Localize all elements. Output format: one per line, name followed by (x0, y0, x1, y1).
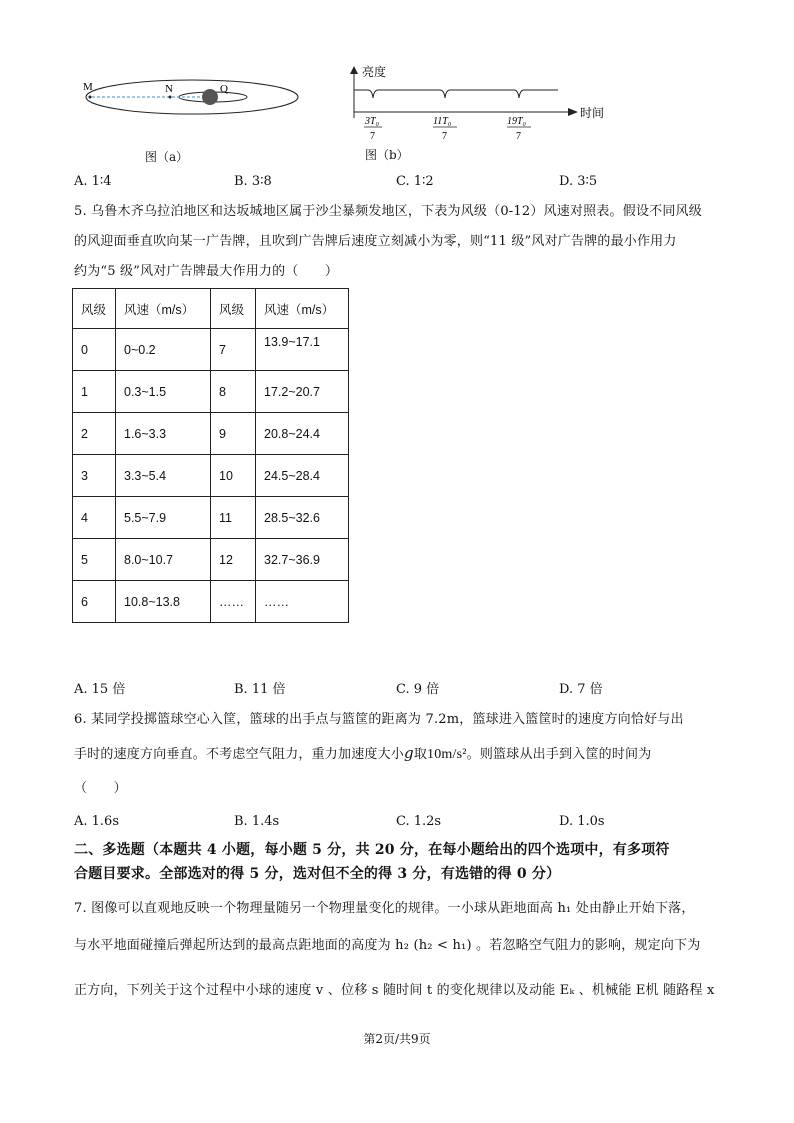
cell: 5.5~7.9 (116, 497, 211, 539)
wind-scale-table (72, 288, 349, 623)
section-2-heading-line-1: 二、多选题（本题共 4 小题，每小题 5 分，共 20 分，在每小题给出的四个选项中，有多项符 (74, 842, 670, 858)
cell: …… (256, 581, 349, 623)
header-speed-2: 风速（m/s） (256, 289, 349, 329)
table-row (73, 539, 349, 581)
label-n: N (165, 83, 173, 95)
tick-1 (364, 116, 382, 142)
q6-option-d[interactable]: D. 1.0s (559, 814, 605, 829)
cell: 10 (211, 455, 256, 497)
table-row (73, 413, 349, 455)
table-row (73, 371, 349, 413)
x-axis-label: 时间 (580, 106, 605, 120)
q6-text-a: 手时的速度方向垂直。不考虑空气阻力，重力加速度大小 (74, 747, 405, 762)
q6-text-b: 取 (413, 747, 428, 762)
planet (202, 89, 218, 105)
table-row (73, 329, 349, 371)
cell: 7 (211, 329, 256, 371)
cell: 8 (211, 371, 256, 413)
tick-3 (507, 116, 531, 142)
y-axis-label: 亮度 (362, 65, 387, 79)
cell: 1 (73, 371, 116, 413)
table-row (73, 455, 349, 497)
q6-option-a[interactable]: A. 1.6s (74, 814, 119, 829)
cell: 10.8~13.8 (116, 581, 211, 623)
tick-1-den: 7 (370, 131, 375, 142)
tick-1-num: 3T₀ (365, 116, 380, 127)
header-level-2: 风级 (211, 289, 256, 329)
cell: 32.7~36.9 (256, 539, 349, 581)
figure-a (80, 70, 305, 130)
brightness-curve (354, 90, 558, 98)
q6-option-b[interactable]: B. 1.4s (234, 814, 280, 829)
cell: 0 (73, 329, 116, 371)
cell: 6 (73, 581, 116, 623)
symbol-g: g (404, 744, 414, 762)
q6-gravity-value: 10m/s² (427, 747, 467, 762)
q5-stem-line-1: 5. 乌鲁木齐乌拉泊地区和达坂城地区属于沙尘暴频发地区，下表为风级（0-12）风速对照表。假设不同风级 (74, 204, 702, 219)
q4-option-c[interactable]: C. 1∶2 (396, 174, 434, 189)
point-n-dot (169, 96, 172, 99)
cell: 24.5~28.4 (256, 455, 349, 497)
q6-option-c[interactable]: C. 1.2s (396, 814, 442, 829)
q6-stem-line-2 (74, 743, 722, 765)
figure-a-caption: 图（a） (145, 150, 189, 164)
q5-option-b[interactable]: B. 11 倍 (234, 682, 286, 697)
q6-stem-line-1: 6. 某同学投掷篮球空心入筐，篮球的出手点与篮筐的距离为 7.2m，篮球进入篮筐时的速度方向恰好与出 (74, 712, 684, 727)
cell: 2 (73, 413, 116, 455)
tick-2-den: 7 (442, 131, 447, 142)
q6-stem-line-3: （ ） (74, 781, 127, 796)
q5-stem-line-3: 约为“5 级”风对广告牌最大作用力的（ ） (74, 264, 339, 279)
q5-option-d[interactable]: D. 7 倍 (559, 682, 603, 697)
q7-stem-line-3: 正方向，下列关于这个过程中小球的速度 v 、位移 s 随时间 t 的变化规律以及动能 Eₖ 、机械能 E机 随路程 x (74, 983, 715, 998)
cell: 8.0~10.7 (116, 539, 211, 581)
cell: 13.9~17.1 (256, 329, 349, 371)
cell: 9 (211, 413, 256, 455)
cell: 3 (73, 455, 116, 497)
tick-2 (433, 116, 457, 142)
header-speed-1: 风速（m/s） (116, 289, 211, 329)
cell: 4 (73, 497, 116, 539)
figure-b-caption: 图（b） (365, 148, 409, 162)
label-q: Q (220, 83, 228, 95)
tick-3-num: 19T₀ (507, 116, 527, 127)
q7-stem-line-1: 7. 图像可以直观地反映一个物理量随另一个物理量变化的规律。一小球从距地面高 h₁ 处由静止开始下落， (74, 901, 695, 916)
header-level-1: 风级 (73, 289, 116, 329)
page-footer: 第2页/共9页 (363, 1032, 431, 1046)
cell: 17.2~20.7 (256, 371, 349, 413)
q7-stem-line-2: 与水平地面碰撞后弹起所达到的最高点距地面的高度为 h₂ (h₂ < h₁) 。若忽略空气阻力的影响，规定向下为 (74, 938, 701, 953)
q5-stem (74, 201, 722, 291)
q5-stem-line-2: 的风迎面垂直吹向某一广告牌，且吹到广告牌后速度立刻减小为零，则“11 级”风对广告牌的最小作用力 (74, 234, 677, 249)
table-header-row (73, 289, 349, 329)
table-row (73, 497, 349, 539)
tick-2-num: 11T₀ (433, 116, 452, 127)
q4-option-b[interactable]: B. 3∶8 (234, 174, 272, 189)
table-row (73, 581, 349, 623)
cell: 0~0.2 (116, 329, 211, 371)
cell: 5 (73, 539, 116, 581)
cell: 28.5~32.6 (256, 497, 349, 539)
q5-option-a[interactable]: A. 15 倍 (74, 682, 126, 697)
tick-3-den: 7 (516, 131, 521, 142)
cell: 0.3~1.5 (116, 371, 211, 413)
x-axis-arrow (568, 108, 578, 116)
cell: 12 (211, 539, 256, 581)
cell: 11 (211, 497, 256, 539)
cell: 1.6~3.3 (116, 413, 211, 455)
y-axis-arrow (350, 66, 358, 74)
cell: …… (211, 581, 256, 623)
label-m: M (83, 81, 93, 93)
cell: 3.3~5.4 (116, 455, 211, 497)
q4-option-a[interactable]: A. 1∶4 (74, 174, 112, 189)
figure-b (340, 62, 610, 146)
cell: 20.8~24.4 (256, 413, 349, 455)
section-2-heading-line-2: 合题目要求。全部选对的得 5 分，选对但不全的得 3 分，有选错的得 0 分） (74, 866, 561, 882)
q6-text-c: 。则篮球从出手到入筐的时间为 (466, 747, 652, 762)
q4-option-d[interactable]: D. 3∶5 (559, 174, 598, 189)
q5-option-c[interactable]: C. 9 倍 (396, 682, 440, 697)
point-m-dot (89, 96, 92, 99)
